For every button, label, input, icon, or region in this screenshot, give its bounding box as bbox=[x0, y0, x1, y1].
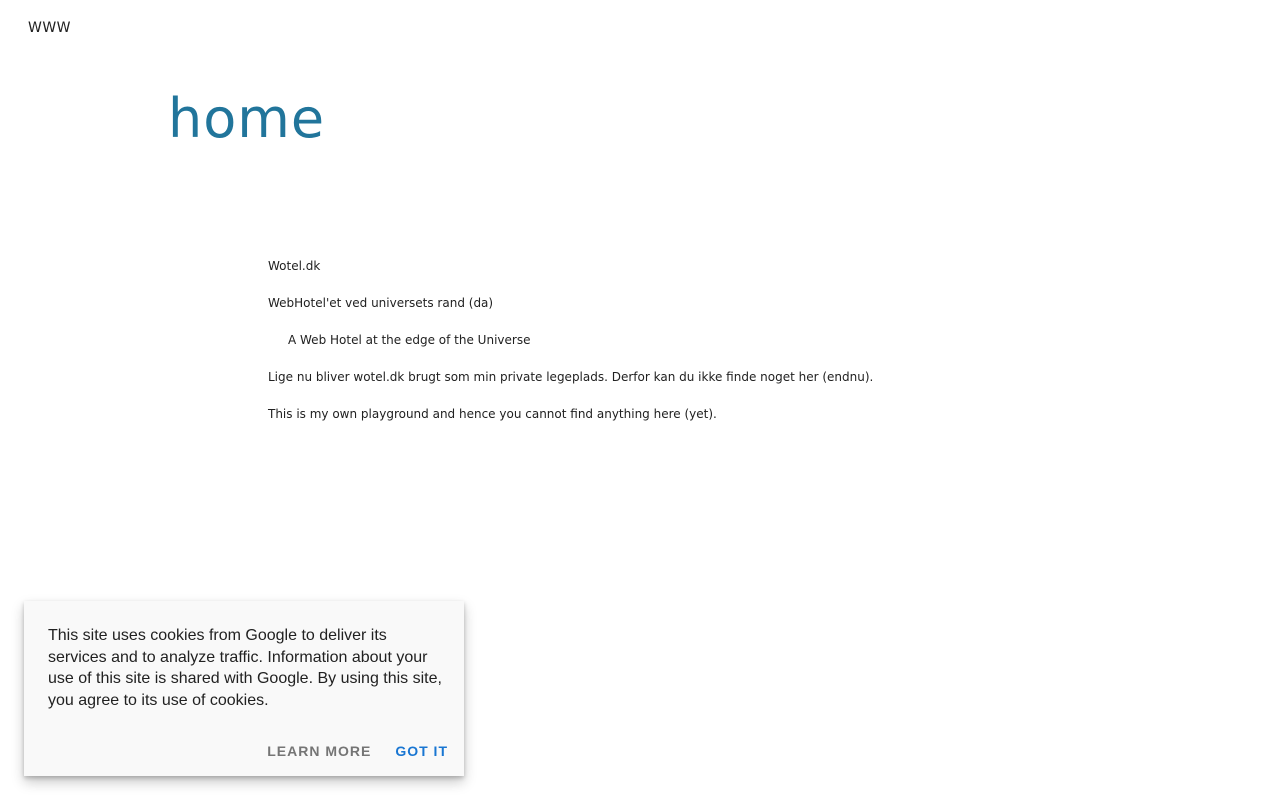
content-paragraph: Wotel.dk bbox=[268, 259, 321, 273]
page-content bbox=[268, 258, 873, 443]
content-paragraph: Lige nu bliver wotel.dk brugt som min private legeplads. Derfor kan du ikke finde noget her (endnu). bbox=[268, 370, 874, 384]
cookie-actions bbox=[267, 743, 448, 759]
content-paragraph: WebHotel'et ved universets rand (da) bbox=[268, 296, 494, 310]
cookie-notice-text: This site uses cookies from Google to deliver its services and to analyze traffic. Information about your use of this site is shared with Google. By using this site, you agree to its use of cookies. bbox=[48, 627, 442, 709]
content-paragraph: This is my own playground and hence you cannot find anything here (yet). bbox=[268, 407, 717, 421]
page-title: home bbox=[168, 87, 326, 150]
content-paragraph: A Web Hotel at the edge of the Universe bbox=[288, 333, 531, 347]
learn-more-button[interactable]: LEARN MORE bbox=[267, 743, 372, 759]
site-name-link[interactable]: WWW bbox=[28, 20, 72, 36]
cookie-banner bbox=[24, 601, 464, 776]
got-it-button[interactable]: GOT IT bbox=[395, 743, 448, 759]
